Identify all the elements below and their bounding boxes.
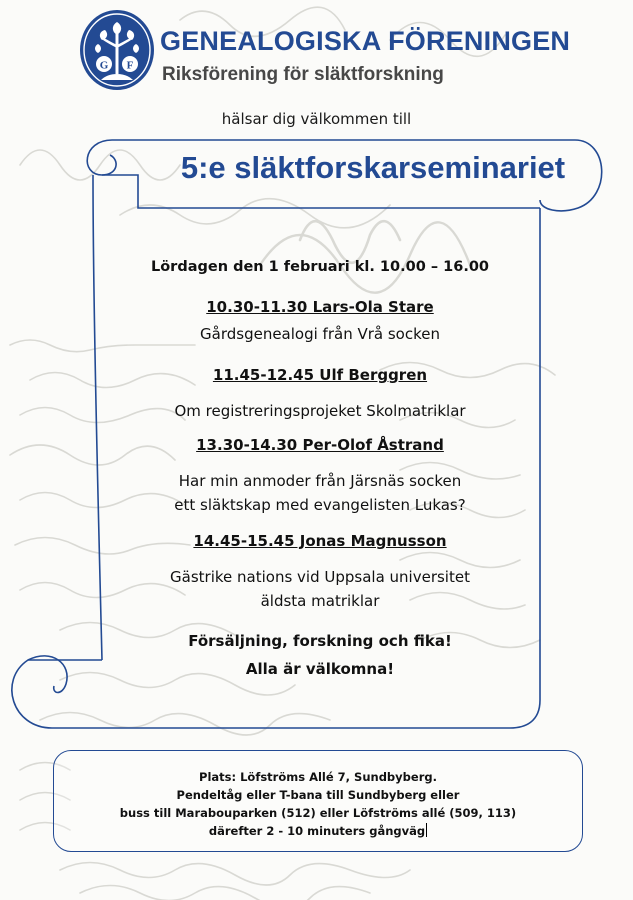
address-line-2: Pendeltåg eller T-bana till Sundbyberg eller bbox=[176, 788, 460, 802]
session-2-time-speaker: 11.45-12.45 Ulf Berggren bbox=[212, 366, 428, 384]
session-4-topic-line-1: Gästrike nations vid Uppsala universitet bbox=[170, 568, 470, 586]
address-line-1: Plats: Löfströms Allé 7, Sundbyberg. bbox=[199, 770, 437, 784]
event-date: Lördagen den 1 februari kl. 10.00 – 16.00 bbox=[150, 259, 490, 275]
address-line-4-text: därefter 2 - 10 minuters gångväg bbox=[208, 824, 426, 838]
session-3-time-speaker: 13.30-14.30 Per-Olof Åstrand bbox=[196, 436, 444, 454]
closing-line-1: Försäljning, forskning och fika! bbox=[188, 632, 452, 650]
organization-name: GENEALOGISKA FÖRENINGEN bbox=[160, 26, 571, 56]
closing-line-2: Alla är välkomna! bbox=[245, 660, 395, 678]
address-line-3: buss till Marabouparken (512) eller Löfströms allé (509, 113) bbox=[119, 806, 517, 820]
tree-emblem-icon bbox=[78, 8, 156, 92]
organization-subtitle: Riksförening för släktforskning bbox=[162, 64, 444, 85]
logo-letter-g: G bbox=[99, 59, 109, 72]
address-line-4 bbox=[53, 822, 583, 841]
session-1-topic: Gårdsgenealogi från Vrå socken bbox=[200, 325, 440, 343]
event-title: 5:e släktforskarseminariet bbox=[180, 150, 566, 185]
session-3-topic-line-2: ett släktskap med evangelisten Lukas? bbox=[174, 496, 466, 514]
session-4-topic-line-2: äldsta matriklar bbox=[260, 592, 380, 610]
text-cursor bbox=[426, 823, 427, 837]
session-3-topic-line-1: Har min anmoder från Järsnäs socken bbox=[178, 472, 462, 490]
session-1-time-speaker: 10.30-11.30 Lars-Ola Stare bbox=[206, 298, 434, 316]
welcome-text: hälsar dig välkommen till bbox=[221, 110, 412, 128]
logo-letter-f: F bbox=[126, 59, 134, 72]
session-4-time-speaker: 14.45-15.45 Jonas Magnusson bbox=[193, 532, 447, 550]
session-2-topic: Om registreringsprojeket Skolmatriklar bbox=[174, 402, 466, 420]
